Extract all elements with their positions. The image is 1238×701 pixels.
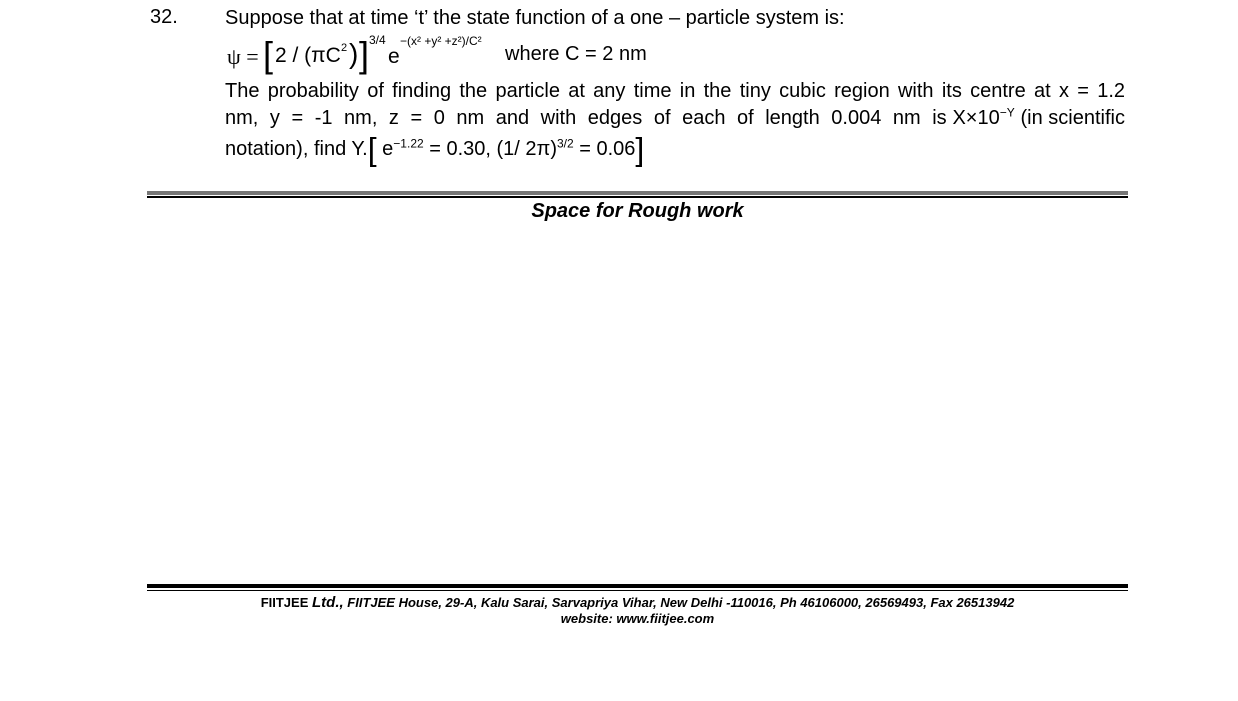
- question-paragraph: [225, 78, 1125, 168]
- gaussian-exponent: −(x² +y² +z²)/C²: [400, 34, 482, 48]
- divider-top: [147, 196, 1128, 198]
- divider-footer-thick: [147, 584, 1128, 588]
- notation-exponent: −Y: [999, 105, 1015, 120]
- footer-website: website: www.fiitjee.com: [560, 611, 715, 626]
- state-function-formula: [225, 33, 1125, 76]
- question-number: 32.: [150, 6, 178, 28]
- hint-value-1: = 0.30,: [429, 138, 491, 160]
- footer-address: FIITJEE House, 29-A, Kalu Sarai, Sarvapriya Vihar, New Delhi -110016, Ph 46106000, 26569493, Fax 26513942: [347, 595, 1015, 610]
- hint-value-2: = 0.06: [579, 138, 636, 160]
- hint-fraction-exponent: 3/2: [557, 136, 574, 151]
- hint-e-exponent: −1.22: [393, 136, 424, 151]
- hint-e: e: [382, 138, 394, 160]
- divider-top-grey: [147, 191, 1128, 195]
- body-line-3-start: notation), find Y.: [225, 138, 368, 160]
- fraction-term: 2 / (πC: [275, 44, 341, 67]
- rough-work-title: Space for Rough work: [531, 200, 744, 222]
- page-footer: [147, 595, 1128, 627]
- power-two: 2: [341, 42, 348, 54]
- euler-e: e: [388, 45, 400, 68]
- footer-brand: FIITJEE: [260, 595, 309, 610]
- body-line-2-end: (in scientific: [1020, 107, 1125, 129]
- body-line-1: The probability of finding the particle at any time in the tiny cubic region with its centre at x = 1.2: [225, 80, 1125, 102]
- body-line-2: [225, 105, 1125, 132]
- hint-open-bracket: [: [367, 131, 377, 168]
- outer-exponent: 3/4: [369, 33, 386, 47]
- notation-base: X×10: [952, 107, 1000, 129]
- close-bracket: ]: [359, 34, 370, 75]
- open-bracket: [: [263, 34, 274, 75]
- body-line-3: [225, 131, 1125, 168]
- body-line-2-start: nm, y = -1 nm, z = 0 nm and with edges of each of length 0.004 nm is: [225, 107, 947, 129]
- footer-address-line: [147, 595, 1128, 611]
- scientific-notation: [952, 105, 1014, 132]
- question-intro: Suppose that at time ‘t’ the state function of a one – particle system is:: [225, 7, 845, 29]
- hint-fraction: (1/ 2π): [496, 138, 557, 160]
- where-clause: where C = 2 nm: [505, 43, 647, 65]
- divider-footer-thin: [147, 590, 1128, 591]
- hint-close-bracket: ]: [635, 131, 645, 168]
- close-paren: ): [349, 38, 359, 69]
- footer-ltd: Ltd.,: [312, 594, 344, 611]
- psi-symbol: ψ =: [227, 44, 259, 69]
